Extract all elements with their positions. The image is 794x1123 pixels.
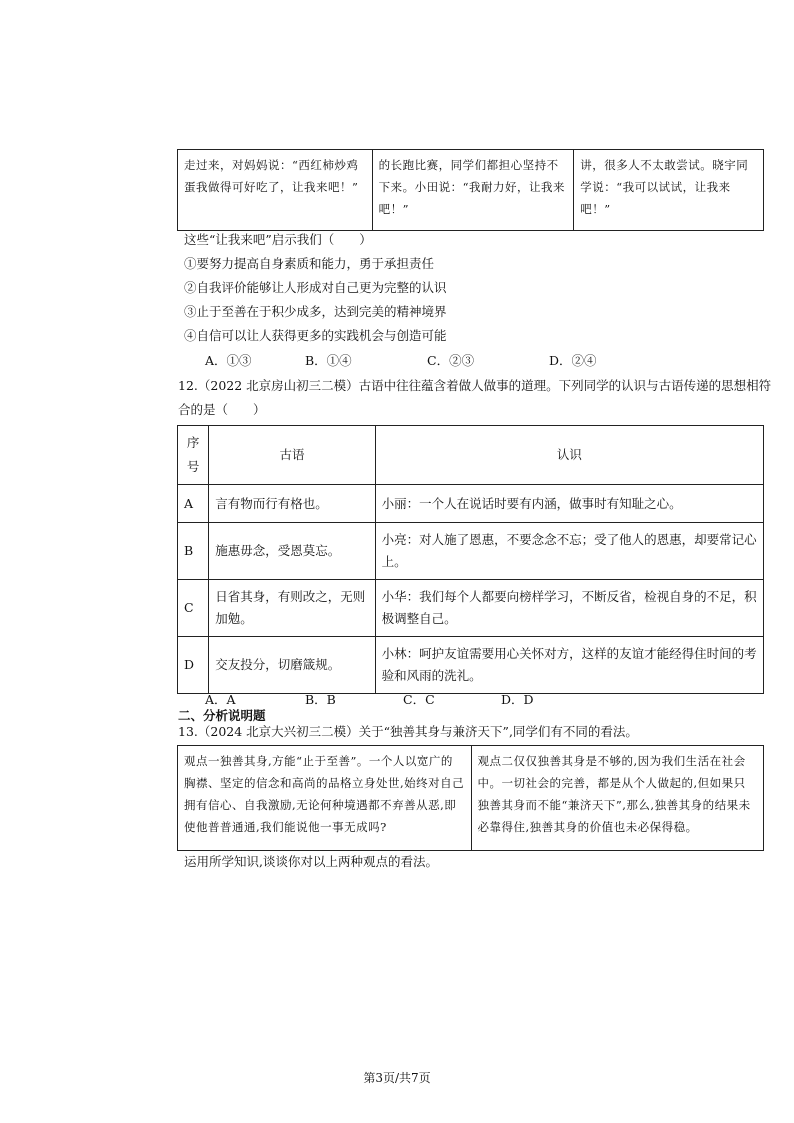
table-row — [178, 523, 764, 580]
q12-stem-line2: 合的是（ ） — [178, 402, 266, 417]
option-d[interactable]: D．D — [501, 692, 534, 707]
row-view: 小林：呵护友谊需要用心关怀对方，这样的友谊才能经得住时间的考验和风雨的洗礼。 — [375, 637, 763, 694]
q12-options — [205, 690, 765, 710]
row-view: 小华：我们每个人都要向榜样学习，不断反省，检视自身的不足，积极调整自己。 — [375, 580, 763, 637]
table-header-row — [178, 426, 764, 485]
statement-1: ①要努力提高自身素质和能力，勇于承担责任 — [184, 256, 435, 271]
table-row — [178, 746, 764, 851]
option-a[interactable]: A．A — [205, 692, 236, 707]
option-b[interactable]: B．①④ — [305, 353, 352, 368]
row-id: C — [178, 580, 209, 637]
statement-3: ③止于至善在于积少成多，达到完美的精神境界 — [184, 304, 447, 319]
q13-stem: 13.（2024 北京大兴初三二模）关于“独善其身与兼济天下”,同学们有不同的看法。 — [178, 724, 638, 739]
q13-prompt: 运用所学知识,谈谈你对以上两种观点的看法。 — [184, 854, 438, 869]
option-d[interactable]: D．②④ — [549, 353, 597, 368]
row-id: A — [178, 485, 209, 523]
table-row — [178, 637, 764, 694]
scenario-cell-2: 的长跑比赛，同学们都担心坚持不下来。小田说：“我耐力好，让我来吧！” — [372, 150, 574, 231]
table-row — [178, 485, 764, 523]
statement-4: ④自信可以让人获得更多的实践机会与创造可能 — [184, 328, 447, 343]
option-b[interactable]: B．B — [305, 692, 336, 707]
row-view: 小丽：一个人在说话时要有内涵，做事时有知耻之心。 — [375, 485, 763, 523]
q12-stem-line1: 12.（2022 北京房山初三二模）古语中往往蕴含着做人做事的道理。下列同学的认识与古语传递的思想相符 — [178, 378, 772, 393]
row-saying: 日省其身，有则改之，无则加勉。 — [209, 580, 375, 637]
row-id: D — [178, 637, 209, 694]
viewpoint-2: 观点二仅仅独善其身是不够的,因为我们生活在社会中。一切社会的完善，都是从个人做起的,但如果只独善其身而不能“兼济天下”,那么,独善其身的结果未必靠得住,独善其身的价值也未必保得稳。 — [471, 746, 764, 851]
row-saying: 言有物而行有格也。 — [209, 485, 375, 523]
row-view: 小亮：对人施了恩惠，不要念念不忘；受了他人的恩惠，却要常记心上。 — [375, 523, 763, 580]
page-number: 第3页/共7页 — [363, 1071, 431, 1085]
table-row — [178, 150, 764, 231]
header-view: 认识 — [375, 426, 763, 485]
option-a[interactable]: A．①③ — [205, 353, 252, 368]
scenario-cell-3: 讲，很多人不太敢尝试。晓宇同学说：“我可以试试，让我来吧！” — [574, 150, 764, 231]
table-row — [178, 580, 764, 637]
q11-stem: 这些“让我来吧”启示我们（ ） — [184, 232, 372, 247]
viewpoint-1: 观点一独善其身,方能“止于至善”。一个人以宽广的胸襟、坚定的信念和高尚的品格立身处世,始终对自己拥有信心、自我激励,无论何种境遇都不弃善从恶,即使他普普通通,我们能说他一事无成吗? — [178, 746, 472, 851]
option-c[interactable]: C．C — [403, 692, 435, 707]
ancient-sayings-table — [177, 425, 764, 694]
scenario-table — [177, 149, 764, 231]
row-saying: 交友投分，切磨箴规。 — [209, 637, 375, 694]
scenario-cell-1: 走过来，对妈妈说：“西红柿炒鸡蛋我做得可好吃了，让我来吧！” — [178, 150, 373, 231]
q11-options — [205, 351, 765, 371]
row-saying: 施惠毋念，受恩莫忘。 — [209, 523, 375, 580]
option-c[interactable]: C．②③ — [427, 353, 475, 368]
section-heading: 二、分析说明题 — [178, 708, 266, 723]
statement-2: ②自我评价能够让人形成对自己更为完整的认识 — [184, 280, 447, 295]
viewpoints-table — [177, 745, 764, 851]
header-index: 序号 — [178, 426, 209, 485]
row-id: B — [178, 523, 209, 580]
header-saying: 古语 — [209, 426, 375, 485]
